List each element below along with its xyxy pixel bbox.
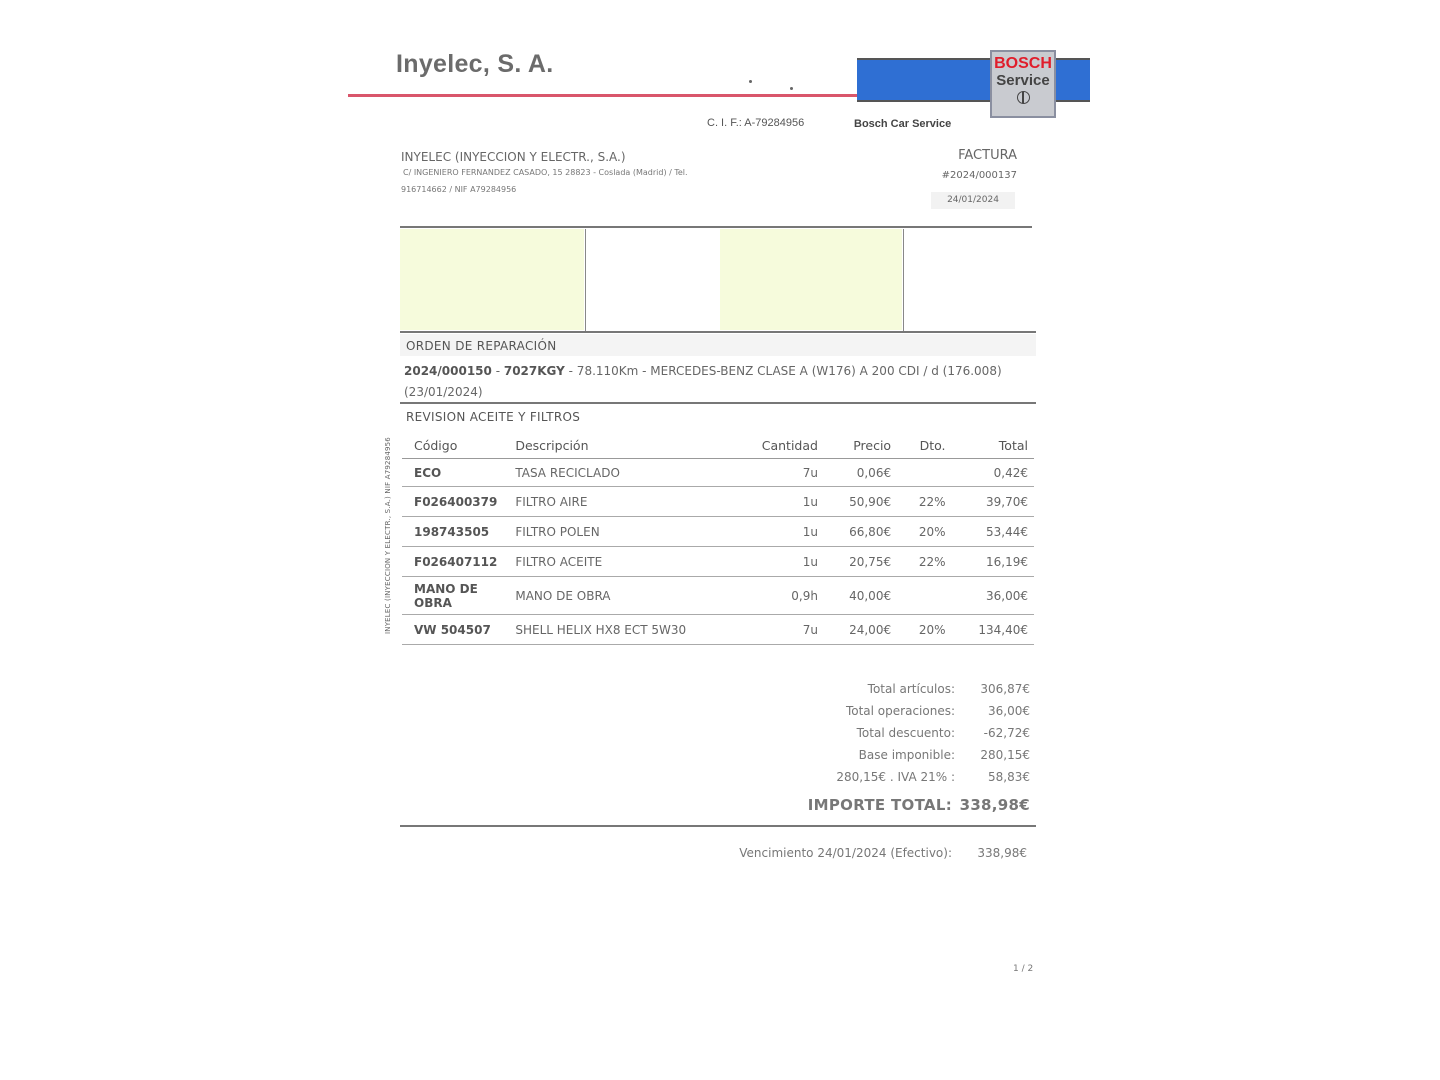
cell-qty: 1u	[734, 487, 824, 517]
cell-price: 66,80€	[824, 517, 897, 547]
col-total: Total	[952, 433, 1034, 459]
section-title: REVISION ACEITE Y FILTROS	[406, 410, 581, 424]
due-value: 338,98€	[977, 846, 1027, 860]
cell-price: 24,00€	[824, 615, 897, 645]
table-row	[402, 459, 1034, 487]
grand-total	[760, 796, 1030, 814]
total-row	[760, 767, 1030, 789]
cell-description: MANO DE OBRA	[503, 577, 733, 615]
due-label: Vencimiento 24/01/2024 (Efectivo):	[739, 846, 952, 860]
cell-discount: 22%	[897, 487, 951, 517]
total-value: 280,15€	[980, 748, 1030, 762]
table-row	[402, 615, 1034, 645]
sender-phone-nif: 916714662 / NIF A79284956	[401, 185, 517, 194]
total-row	[760, 701, 1030, 723]
cell-qty: 7u	[734, 459, 824, 487]
cell-code: VW 504507	[402, 615, 503, 645]
letterhead-red-rule	[348, 94, 858, 97]
cell-description: FILTRO ACEITE	[503, 547, 733, 577]
cell-total: 134,40€	[952, 615, 1034, 645]
bosch-logo-word: BOSCH	[994, 55, 1052, 72]
col-price: Precio	[824, 433, 897, 459]
cell-discount: 22%	[897, 547, 951, 577]
redacted-block	[720, 229, 902, 330]
cell-total: 36,00€	[952, 577, 1034, 615]
total-label: Total artículos:	[867, 682, 955, 696]
order-date: (23/01/2024)	[404, 385, 483, 399]
client-divider	[903, 229, 904, 331]
total-value: 306,87€	[980, 682, 1030, 696]
table-header-row	[402, 433, 1034, 459]
cell-qty: 7u	[734, 615, 824, 645]
col-qty: Cantidad	[734, 433, 824, 459]
cell-total: 16,19€	[952, 547, 1034, 577]
bosch-service-logo	[990, 50, 1056, 118]
sender-address: C/ INGENIERO FERNANDEZ CASADO, 15 28823 - Coslada (Madrid) / Tel.	[403, 168, 688, 177]
cell-total: 53,44€	[952, 517, 1034, 547]
sender-name: INYELEC (INYECCION Y ELECTR., S.A.)	[401, 150, 626, 164]
cell-total: 0,42€	[952, 459, 1034, 487]
grand-total-label: IMPORTE TOTAL:	[807, 796, 952, 814]
cell-code: MANO DE OBRA	[402, 577, 503, 615]
order-title: ORDEN DE REPARACIÓN	[406, 339, 557, 353]
cell-total: 39,70€	[952, 487, 1034, 517]
brand-caption: Bosch Car Service	[854, 118, 952, 130]
company-logo-text: Inyelec, S. A.	[396, 50, 554, 78]
cell-qty: 1u	[734, 517, 824, 547]
redacted-block	[400, 229, 584, 330]
cell-price: 50,90€	[824, 487, 897, 517]
total-label: Total operaciones:	[845, 704, 955, 718]
cell-code: F026400379	[402, 487, 503, 517]
cell-description: TASA RECICLADO	[503, 459, 733, 487]
cell-discount: 20%	[897, 517, 951, 547]
bosch-armature-icon	[1017, 91, 1030, 104]
vehicle-details: - 78.110Km - MERCEDES-BENZ CLASE A (W176) A 200 CDI / d (176.008)	[564, 364, 1002, 378]
side-margin-text: INYELEC (INYECCION Y ELECTR., S.A.) NIF A79284956	[384, 437, 392, 634]
table-row	[402, 547, 1034, 577]
cell-discount: 20%	[897, 615, 951, 645]
cell-price: 40,00€	[824, 577, 897, 615]
table-row	[402, 517, 1034, 547]
total-value: 58,83€	[988, 770, 1030, 784]
cell-code: F026407112	[402, 547, 503, 577]
section-rule	[400, 402, 1036, 404]
scan-speck	[790, 87, 793, 90]
cell-discount	[897, 459, 951, 487]
total-row	[760, 723, 1030, 745]
totals-block	[760, 679, 1030, 789]
service-logo-word: Service	[996, 72, 1050, 89]
cell-description: FILTRO POLEN	[503, 517, 733, 547]
cell-price: 0,06€	[824, 459, 897, 487]
client-divider	[585, 229, 586, 331]
total-label: 280,15€ . IVA 21% :	[836, 770, 955, 784]
order-details: 2024/000150 - 7027KGY - 78.110Km - MERCEDES-BENZ CLASE A (W176) A 200 CDI / d (176.008) (23/01/2024)	[404, 364, 1002, 399]
cell-description: SHELL HELIX HX8 ECT 5W30	[503, 615, 733, 645]
col-description: Descripción	[503, 433, 733, 459]
total-row	[760, 745, 1030, 767]
table-row	[402, 487, 1034, 517]
order-number: 2024/000150	[404, 364, 492, 378]
cell-code: 198743505	[402, 517, 503, 547]
cell-code: ECO	[402, 459, 503, 487]
cell-qty: 1u	[734, 547, 824, 577]
cell-qty: 0,9h	[734, 577, 824, 615]
page-number: 1 / 2	[1013, 964, 1034, 974]
vehicle-plate: 7027KGY	[503, 364, 565, 378]
col-code: Código	[402, 433, 503, 459]
total-label: Base imponible:	[858, 748, 955, 762]
cell-description: FILTRO AIRE	[503, 487, 733, 517]
client-bottom-rule	[400, 331, 1036, 333]
invoice-title: FACTURA	[958, 148, 1017, 163]
client-top-rule	[400, 226, 1032, 228]
cell-discount	[897, 577, 951, 615]
due-line	[700, 846, 1027, 860]
invoice-number: #2024/000137	[941, 170, 1017, 181]
items-table	[402, 433, 1034, 645]
cell-price: 20,75€	[824, 547, 897, 577]
table-row	[402, 577, 1034, 615]
grand-total-value: 338,98€	[959, 796, 1030, 814]
total-label: Total descuento:	[856, 726, 955, 740]
company-cif: C. I. F.: A-79284956	[707, 117, 805, 129]
total-row	[760, 679, 1030, 701]
total-value: -62,72€	[983, 726, 1030, 740]
invoice-date: 24/01/2024	[931, 192, 1015, 209]
total-value: 36,00€	[988, 704, 1030, 718]
col-discount: Dto.	[897, 433, 951, 459]
scan-speck	[749, 80, 752, 83]
totals-bottom-rule	[400, 825, 1036, 827]
